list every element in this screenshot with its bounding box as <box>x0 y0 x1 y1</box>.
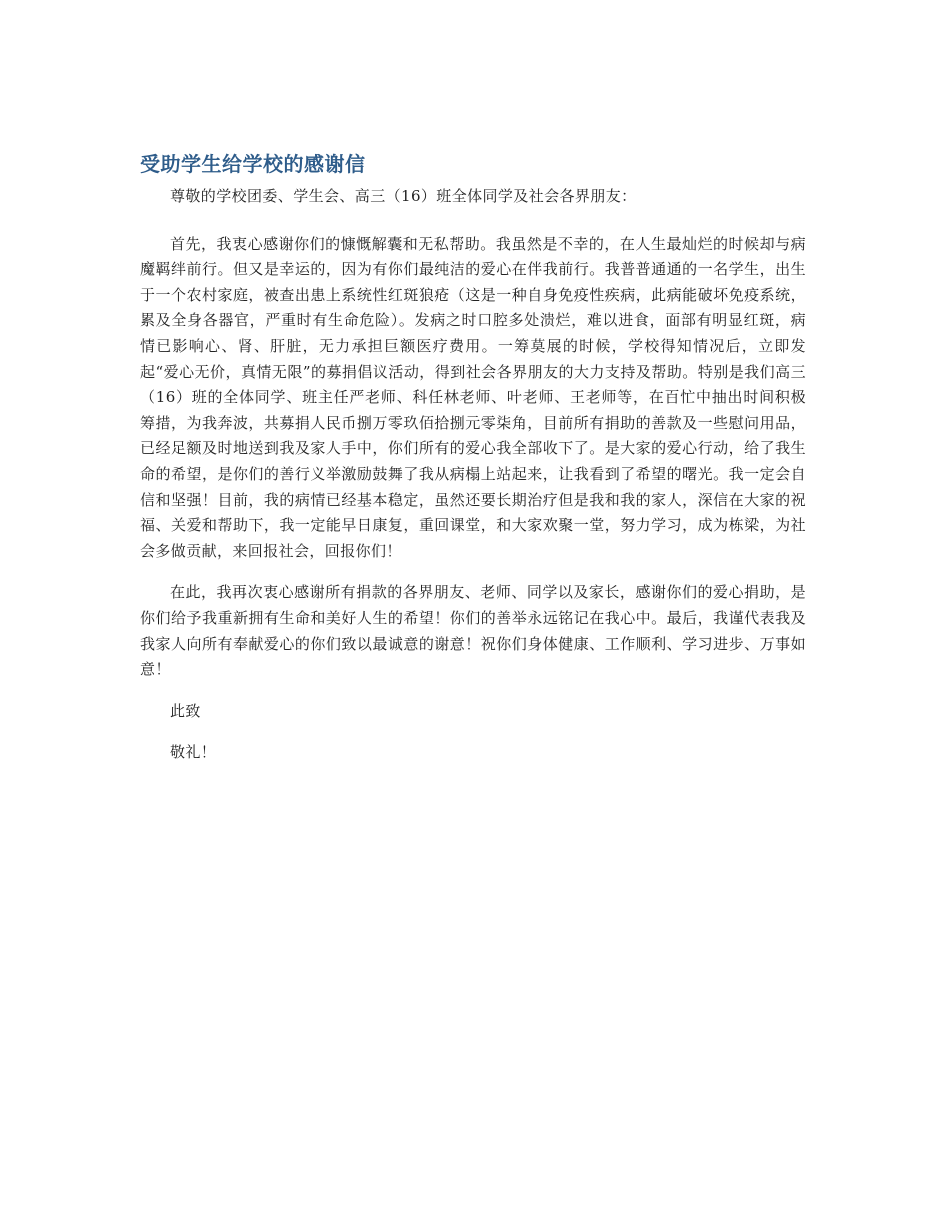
letter-paragraph-1: 首先，我衷心感谢你们的慷慨解囊和无私帮助。我虽然是不幸的，在人生最灿烂的时候却与病魔羁绊前行。但又是幸运的，因为有你们最纯洁的爱心在伴我前行。我普普通通的一名学生，出生于一个农村家庭，被查出患上系统性红斑狼疮（这是一种自身免疫性疾病，此病能破坏免疫系统，累及全身各器官，严重时有生命危险）。发病之时口腔多处溃烂，难以进食，面部有明显红斑，病情已影响心、肾、肝脏，无力承担巨额医疗费用。一筹莫展的时候，学校得知情况后，立即发起“爱心无价，真情无限”的募捐倡议活动，得到社会各界朋友的大力支持及帮助。特别是我们高三（16）班的全体同学、班主任严老师、科任林老师、叶老师、王老师等，在百忙中抽出时间积极筹措，为我奔波，共募捐人民币捌万零玖佰拾捌元零柒角，目前所有捐助的善款及一些慰问用品，已经足额及时地送到我及家人手中，你们所有的爱心我全部收下了。是大家的爱心行动，给了我生命的希望，是你们的善行义举激励鼓舞了我从病榻上站起来，让我看到了希望的曙光。我一定会自信和坚强！目前，我的病情已经基本稳定，虽然还要长期治疗但是我和我的家人，深信在大家的祝福、关爱和帮助下，我一定能早日康复，重回课堂，和大家欢聚一堂，努力学习，成为栋梁，为社会多做贡献，来回报社会，回报你们！ <box>140 234 806 560</box>
letter-paragraph-2: 在此，我再次衷心感谢所有捐款的各界朋友、老师、同学以及家长，感谢你们的爱心捐助，是你们给予我重新拥有生命和美好人生的希望！你们的善举永远铭记在我心中。最后，我谨代表我及我家人向所有奉献爱心的你们致以最诚意的谢意！祝你们身体健康、工作顺利、学习进步、万事如意！ <box>140 583 806 679</box>
letter-page <box>140 150 806 782</box>
letter-title: 受助学生给学校的感谢信 <box>140 152 366 176</box>
letter-closing-cizhi: 此致 <box>170 701 201 720</box>
letter-salutation: 尊敬的学校团委、学生会、高三（16）班全体同学及社会各界朋友： <box>170 187 637 205</box>
letter-closing-jingli: 敬礼！ <box>170 743 217 762</box>
